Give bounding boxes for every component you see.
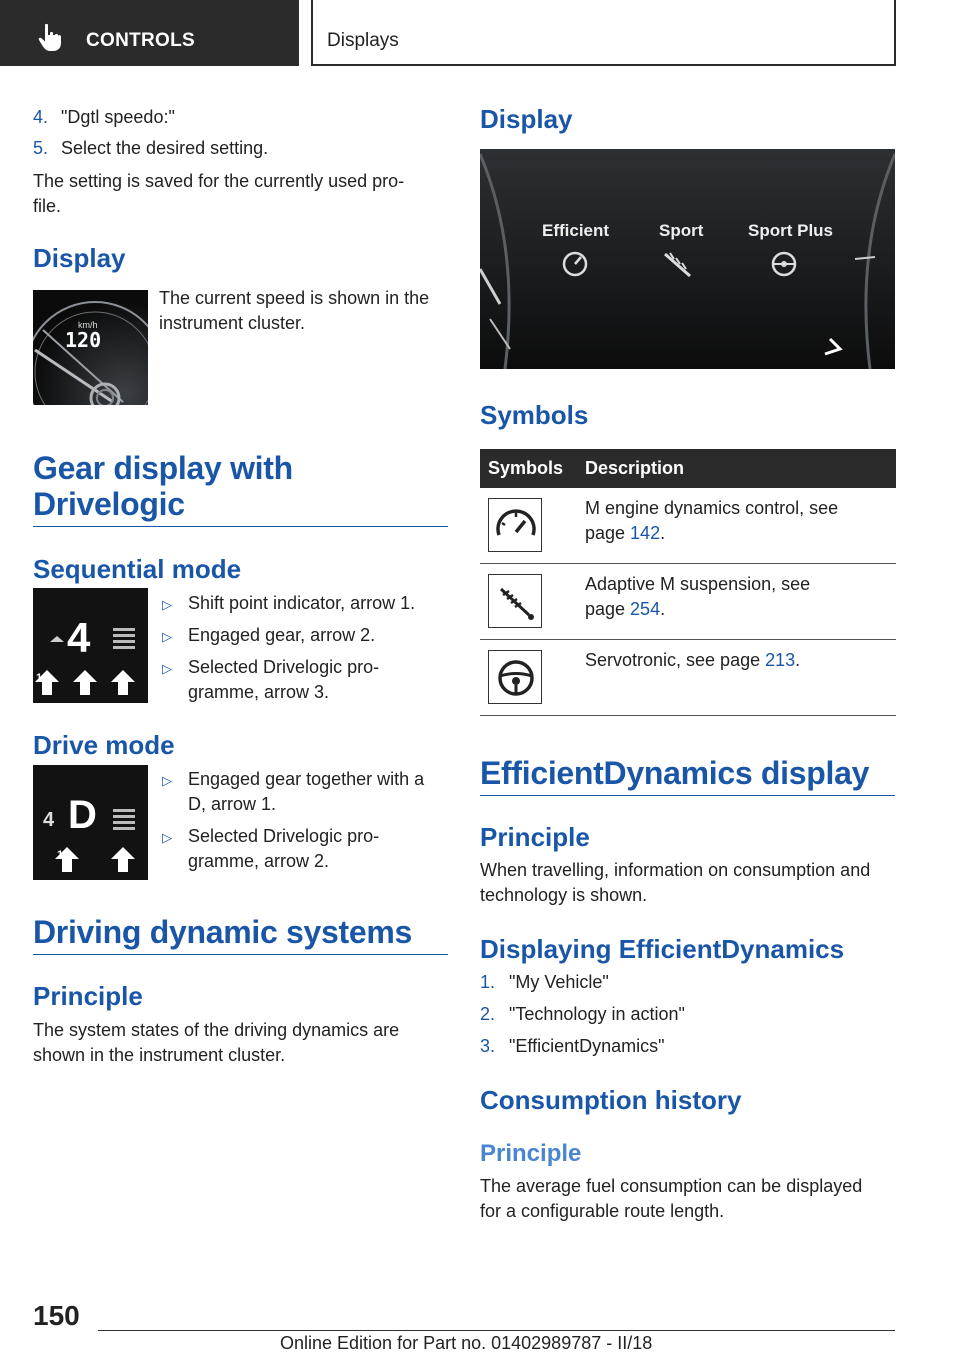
principle-text-line-2: shown in the instrument cluster. [33, 1045, 286, 1065]
saved-note-line-2: file. [33, 196, 62, 216]
edition-text: Online Edition for Part no. 01402989787 - II/18 [280, 1333, 653, 1353]
step-number: 4. [33, 107, 49, 127]
page-link[interactable]: 142 [630, 523, 661, 543]
principle-text-line-2: technology is shown. [480, 885, 648, 905]
sequential-bullet-1: Shift point indicator, arrow 1. [188, 593, 416, 613]
displaying-efficientdynamics-heading: Displaying EfficientDynamics [480, 934, 845, 964]
heading-rule [33, 954, 448, 955]
sequential-bullet-2: Engaged gear, arrow 2. [188, 625, 376, 645]
drive-bullet-2-line-1: Selected Drivelogic pro‐ [188, 826, 380, 846]
principle-text-line-1: The system states of the driving dynamics are [33, 1020, 400, 1040]
chapter-header [311, 0, 896, 66]
row-description: Servotronic, see page 213. [585, 650, 801, 670]
mode-sport: Sport [659, 221, 704, 240]
step-4 [33, 105, 175, 130]
symbols-table [480, 449, 896, 716]
section-tab [0, 0, 299, 66]
display-heading: Display [33, 243, 126, 273]
step-text: "Dgtl speedo:" [61, 107, 175, 127]
page-number: 150 [33, 1300, 80, 1331]
drive-bullet-1-line-2: D, arrow 1. [188, 794, 277, 814]
table-header [480, 449, 896, 488]
step-2 [480, 1002, 685, 1027]
footer-rule [98, 1330, 895, 1331]
principle-heading: Principle [33, 981, 143, 1011]
speed-value: 120 [65, 328, 102, 352]
table-row [480, 564, 896, 640]
arrow-label-1: 1 [36, 672, 43, 684]
step-5 [33, 136, 268, 161]
table-row [480, 488, 896, 564]
principle-heading: Principle [480, 822, 590, 852]
section-label: CONTROLS [86, 30, 196, 51]
arrow-label-2: 2 [121, 849, 128, 861]
col-description: Description [585, 458, 685, 478]
row-description: Adaptive M suspension, see page 254. [585, 574, 811, 619]
display-text-line-2: instrument cluster. [159, 313, 306, 333]
steering-wheel-icon [488, 650, 542, 704]
gear-display-heading-line-2: Drivelogic [33, 486, 185, 522]
step-number: 1. [480, 972, 496, 992]
display-text-line-1: The current speed is shown in the [159, 288, 430, 308]
consumption-history-heading: Consumption history [480, 1085, 742, 1115]
speed-unit: km/h [78, 320, 98, 330]
step-text: "EfficientDynamics" [509, 1036, 665, 1056]
sequential-mode-heading: Sequential mode [33, 554, 242, 584]
drive-mode-display-image [480, 149, 895, 369]
sequential-bullet-3-line-1: Selected Drivelogic pro‐ [188, 657, 380, 677]
arrow-label-1: 1 [57, 849, 64, 861]
speedometer-icon [488, 498, 542, 552]
sequential-bullet-3-line-2: gramme, arrow 3. [188, 682, 330, 702]
speedometer-image [33, 290, 148, 405]
bullet-triangle-icon: ▷ [162, 830, 172, 845]
step-number: 3. [480, 1036, 496, 1056]
saved-note-line-1: The setting is saved for the currently used pro‐ [33, 171, 405, 191]
drive-mode-image [33, 765, 148, 880]
step-number: 2. [480, 1004, 496, 1024]
bullet-triangle-icon: ▷ [162, 773, 172, 788]
mode-sport-plus: Sport Plus [748, 221, 834, 240]
consumption-text-line-2: for a configurable route length. [480, 1201, 725, 1221]
bullet-triangle-icon: ▷ [162, 597, 172, 612]
row-description: M engine dynamics control, see page 142. [585, 498, 839, 543]
drive-mode-heading: Drive mode [33, 730, 175, 760]
page-link[interactable]: 254 [630, 599, 661, 619]
step-text: "My Vehicle" [509, 972, 609, 992]
engaged-gear: 4 [43, 809, 55, 831]
engaged-gear: 4 [67, 614, 91, 661]
step-text: "Technology in action" [509, 1004, 685, 1024]
drive-bullet-2-line-2: gramme, arrow 2. [188, 851, 330, 871]
sub-principle-heading: Principle [480, 1140, 582, 1167]
pointing-hand-icon [36, 22, 66, 52]
bullet-triangle-icon: ▷ [162, 629, 172, 644]
drive-bullet-1-line-1: Engaged gear together with a [188, 769, 425, 789]
principle-text-line-1: When travelling, information on consumption and [480, 860, 871, 880]
drive-mode-letter: D [68, 793, 97, 837]
table-row [480, 640, 896, 716]
mode-efficient: Efficient [542, 221, 610, 240]
consumption-text-line-1: The average fuel consumption can be displayed [480, 1176, 863, 1196]
efficientdynamics-heading: EfficientDynamics display [480, 755, 870, 791]
display-heading: Display [480, 104, 573, 134]
chapter-label: Displays [327, 30, 399, 51]
symbols-heading: Symbols [480, 400, 589, 430]
gear-display-heading-line-1: Gear display with [33, 450, 293, 486]
heading-rule [480, 795, 895, 796]
step-1 [480, 970, 609, 995]
col-symbols: Symbols [488, 458, 564, 478]
bullet-triangle-icon: ▷ [162, 661, 172, 676]
arrow-label-2: 2 [83, 672, 90, 684]
page-link[interactable]: 213 [765, 650, 796, 670]
step-number: 5. [33, 138, 49, 158]
arrow-label-3: 3 [121, 672, 128, 684]
driving-dynamic-systems-heading: Driving dynamic systems [33, 914, 413, 950]
heading-rule [33, 526, 448, 527]
suspension-spring-icon [488, 574, 542, 628]
step-3 [480, 1034, 665, 1059]
step-text: Select the desired setting. [61, 138, 269, 158]
sequential-mode-image [33, 588, 148, 703]
